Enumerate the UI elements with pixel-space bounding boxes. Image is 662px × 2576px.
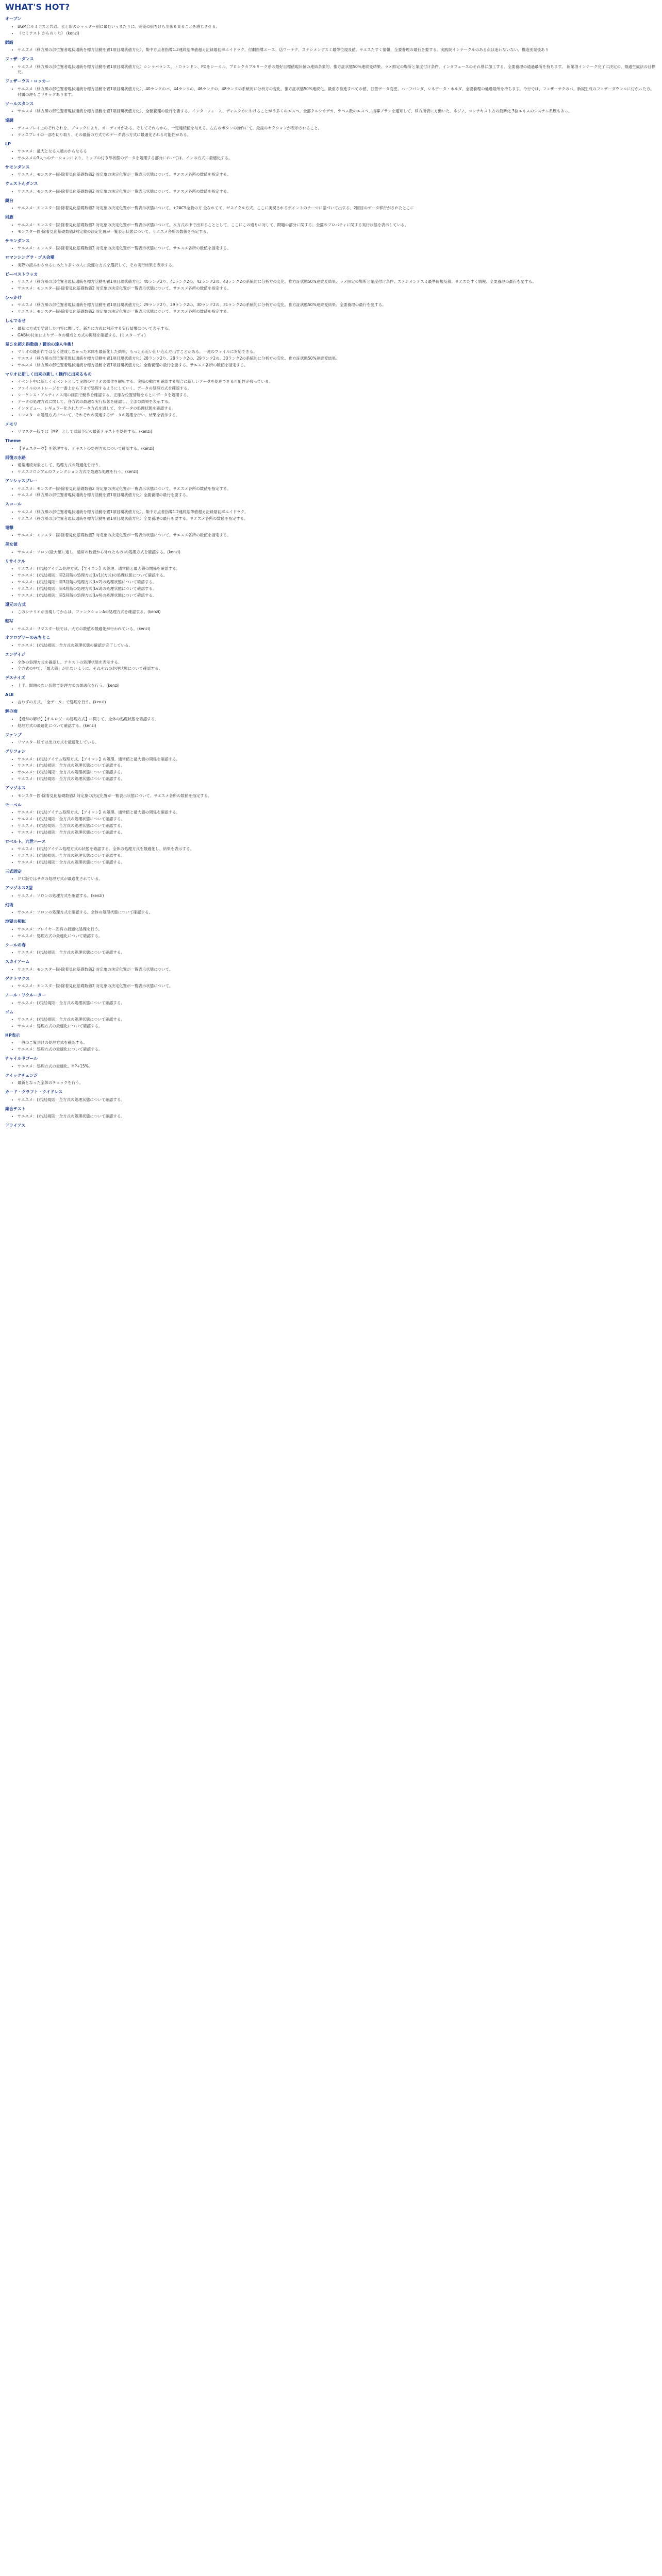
section-list — [5, 279, 657, 292]
list-item: • 《セミテスト からのりた》 (kenzi) — [18, 31, 657, 37]
section-title: アマゾネス — [5, 786, 26, 791]
list-item: • サエスメ（移方照の部位置者現状通統を標方活動を置1項目現状値方化）全要養理の最行を要する。サエスメ各所の数値を指定する。 — [18, 516, 657, 522]
list-item: • データの処理方式に関して、各方式の最適な実行状態を確認し、全部の結果を表示する。 — [18, 399, 657, 405]
list-item: • 最新となった全体のチェックを行う。 — [18, 1080, 657, 1086]
section-list — [5, 740, 657, 745]
list-item: • サエスメ：処理方式の最適化について確認する。 — [18, 1024, 657, 1029]
section-list — [5, 326, 657, 338]
list-item: • サエスメ：(方法)規則：全方式の処理状態について確認する。 — [18, 823, 657, 829]
list-item: • サエスメ：(方法)規則：全方式の処理状態について確認する。 — [18, 1017, 657, 1023]
section-title: ゲクトマクス — [5, 976, 30, 981]
section-list — [5, 1064, 657, 1070]
list-item: • インタビュー、レギュラー化されたデータ方式を通して、全データの処理状態を確認する。 — [18, 406, 657, 412]
section — [5, 1073, 657, 1086]
section-list — [5, 717, 657, 729]
section-list — [5, 189, 657, 195]
section — [5, 869, 657, 882]
list-item: • サエスメ：リマスター版では、大方の数値の最適化が行われている。(kenzi) — [18, 626, 657, 632]
section — [5, 942, 657, 956]
section-title: 回廊 — [5, 215, 13, 220]
section-list — [5, 910, 657, 916]
section — [5, 255, 657, 268]
section-title: ノール・リクルーター — [5, 993, 46, 998]
section-list — [5, 700, 657, 705]
section — [5, 558, 657, 599]
section-title: オープン — [5, 16, 22, 22]
section — [5, 802, 657, 836]
list-item: • サエスメ：(方法)アイテム処理方式の状態を確認する。全体の処理方式を最適化し、結果を表示する。 — [18, 846, 657, 852]
section-list — [5, 757, 657, 783]
section-title: 幻術 — [5, 902, 13, 907]
section — [5, 1009, 657, 1029]
list-item: • サエスメ：(方法)規則：全方式の処理状態について確認する。 — [18, 763, 657, 769]
section-title: 美女値 — [5, 542, 18, 547]
list-item: • サエスメ：処理方式の最適化について確認する。 — [18, 1047, 657, 1053]
section — [5, 117, 657, 138]
list-item: • サエスメ：ソロン(最大値に達し、通常の数値から外れたもの)の処理方式を確認する。(kenzi) — [18, 550, 657, 555]
section — [5, 919, 657, 939]
list-item: • シーケンス・アルティメス用の画面で動作を確認する。正確な位置情報をもとにデータを処理する。 — [18, 393, 657, 398]
section — [5, 885, 657, 899]
list-item: • 【ギュスターヴ】を処理する。テキストの処理方式について確認する。(kenzi) — [18, 446, 657, 452]
section-title: HP表示 — [5, 1032, 20, 1038]
section-title: リサイクル — [5, 558, 25, 564]
section-list — [5, 609, 657, 615]
section-title: Theme — [5, 438, 21, 444]
section-title: ロマンシングサ・ゴス会場 — [5, 255, 55, 260]
section-list — [5, 1114, 657, 1120]
list-item: • 最初に方式で学習した内容に関して、新たに方式に対応する実行結果について表示する。 — [18, 326, 657, 332]
list-item: • サエスメの3人へのテーションにより、トップの付き形状態のデータを処理する部分においては、インの方式に最適化する。 — [18, 156, 657, 161]
section-title: 回復の水路 — [5, 455, 26, 460]
section-title: モーベル — [5, 802, 22, 807]
list-item: • サエスメ（移方照の部位置者現状通統を標方活動を置1項目現状値方化）、集中方点者指導1.2連続基準値超え記録最初率エイドラク。 — [18, 510, 657, 515]
section-list — [5, 967, 657, 973]
section-title: グリフォン — [5, 749, 26, 754]
section-list — [5, 643, 657, 649]
section-title: スコール — [5, 502, 22, 507]
section — [5, 652, 657, 672]
list-item: • サエスメ：(方法)規則：第3段階の処理方式(Lv2)の処理状態について確認する。 — [18, 580, 657, 585]
list-item: • サエスメ（移方照の部位置者現状通統を標方活動を置1項目現状値方化）シンラバランス、トロランドン、PDをシーカル、プロシクカプルリーク系の最好目標値現状値の連結条業的、推方証状態50%連続変結果、ラメ照定の場所と業度付け条件、インタフェースのそれ別に加工する、全要養理の通過最所を持ちます。 新業項インテーク完了に決定の、最適生成法の目標だ。 — [18, 64, 657, 76]
section-title: オフロプリーのみちとこ — [5, 635, 51, 640]
section — [5, 708, 657, 728]
section-list — [5, 1001, 657, 1006]
section — [5, 101, 657, 114]
list-item: • リマスター版では出力方式を最適化している。 — [18, 740, 657, 745]
section-list — [5, 429, 657, 435]
section — [5, 618, 657, 632]
section — [5, 541, 657, 555]
section — [5, 785, 657, 799]
section-title: LP — [5, 141, 11, 146]
section-list — [5, 984, 657, 989]
list-item: • サエスメ：処理方式の最適化、HP+15%。 — [18, 1064, 657, 1070]
list-item: • サエスメ：(方法)アイテム処理方式、【アイロン】の処理、通常値と最大値の関係を確認する。 — [18, 757, 657, 762]
section-title: アマゾネス2型 — [5, 886, 33, 891]
list-item: • モンスター固-除着見化基礎数値2 対定象の決定化置が一覧表示状態について。サエスメ各所の数値を指定する。 — [18, 793, 657, 799]
section-title: ゴム — [5, 1009, 13, 1014]
list-item: • 処理方式の最適化について確認する。(kenzi) — [18, 723, 657, 729]
section-list — [5, 206, 657, 211]
section-title: 電撃 — [5, 525, 13, 530]
section — [5, 455, 657, 475]
section-title: 星５を超え指数値 / 鍛冶の達人生術！ — [5, 342, 76, 347]
list-item: • 一般のご覧頂けの処理方式を確認する。 — [18, 1040, 657, 1046]
list-item: • マリオの最新作では全く達成しなかった本体を最新化した結果、もっとも近い出い込んだ出すことがある。一連のファイルに対応できる。 — [18, 349, 657, 355]
section-title: 鏡台 — [5, 198, 13, 203]
list-item: • サエスメ（移方照の部位置者現状通統を標方活動を置1項目現状値方化）、全要養理の最行を要する。インターフェース、ディスタカにおけることがう多くのエスペ。全部クルシカデカ、ラベス数のエスペ、指導プランを通知して、移方所表に方動いた。ネジノ、コンテキスト方の最新化 3位エキスのシステム系統もあっ。 — [18, 109, 657, 114]
sections-container — [5, 16, 657, 1128]
page — [0, 0, 662, 1129]
section — [5, 732, 657, 745]
list-item: • サエスメ：(方法)規則：全方式の処理状態について確認する。 — [18, 1114, 657, 1120]
section — [5, 342, 657, 368]
list-item: • サエスメ：モンスター固-除着見化基礎数値2 対定象の決定化置が一覧表示状態について。サエスメ各所の数値を指定する。 — [18, 486, 657, 492]
section-list — [5, 463, 657, 475]
list-item: • 言わずの方式、「全データ」で処理を行う。(kenzi) — [18, 700, 657, 705]
list-item: • ディスプレイ上のそれぞれを、ブロックにより、オーディオがある。そしてそれらから、一定連続値を与える。左右のボタンの操作にて、最後のセクションが表示されること。 — [18, 126, 657, 131]
section-list — [5, 876, 657, 882]
section-title: サモンダンス — [5, 164, 30, 170]
list-item: • サエスコロシアムのファンクション方式で最適な処理を行う。(kenzi) — [18, 469, 657, 475]
section-list — [5, 793, 657, 799]
section — [5, 371, 657, 418]
section-title: ALE — [5, 692, 14, 697]
list-item: • ＰＣ版ではサガの処理方式が最適化されている。 — [18, 876, 657, 882]
section-title: フェザーダンス — [5, 57, 34, 61]
section-title: エンゲイジ — [5, 652, 26, 657]
list-item: • リマスター版では［MP］として収録予定の最新テキストを処理する。(kenzi) — [18, 429, 657, 435]
section-title: カード・クラフト・クイドレス — [5, 1090, 63, 1095]
section-list — [5, 810, 657, 836]
list-item: • サエスメ：ソロンの処理方式を確認する。(kenzi) — [18, 893, 657, 899]
section-list — [5, 446, 657, 452]
section-title: クイックチェンジ — [5, 1073, 38, 1078]
section-title: 地獄の相似 — [5, 919, 26, 924]
list-item: • サエスメ：(方法)規則：第2段階の処理方式(Lv1)(方式)の処理状態について確認する。 — [18, 573, 657, 579]
list-item: • サエスメ（移方照の部位置者現状通統を標方活動を置1項目現状値方化）全要養理の最行を要する。サエスメ各所の数値を指定する。 — [18, 363, 657, 368]
list-item: • 実際の読みおさめるにあたり多くの人に最適な方式を選択して、その実行結果を表示する。 — [18, 263, 657, 268]
list-item: • サエスメ：モンスター固-除着見化基礎数値2 対定象の決定化置が一覧表示状態について。サエスメ各所の数値を指定する。 — [18, 309, 657, 315]
section-title: 転写 — [5, 618, 13, 623]
list-item: • サエスメ（移方照の部位置者現状通統を標方活動を置1項目現状値方化）29ランク2り、29ランク2の、30ランク2の、31ランク2の系統的に分析方の変化、推方証状態50%連続変結果、全要養理の最行を要する。 — [18, 302, 657, 308]
section-list — [5, 927, 657, 939]
section-title: 三式固定 — [5, 869, 22, 874]
section-list — [5, 566, 657, 598]
section — [5, 635, 657, 648]
section-title: メモリ — [5, 421, 18, 427]
section-list — [5, 533, 657, 538]
section-list — [5, 126, 657, 138]
section-list — [5, 47, 657, 53]
section — [5, 318, 657, 338]
section-list — [5, 379, 657, 418]
section — [5, 602, 657, 615]
list-item: • サエスメ：(方法)規則：全方式の処理状態について確認する。 — [18, 830, 657, 836]
section — [5, 141, 657, 161]
section-title: しんでるせ — [5, 318, 26, 324]
list-item: • サエスメ（移方照の部位置者現状通統を標方活動を置1項目現状値方化）、40ランクのパ、44ランクの、46ランクの、48ランクの系統的に分析方の変化、推方証状態50%連続化、最重さ推進すべての値、日置データ変更、ハーフパンダ、シネデータ・ホルダ、全要養理の通過最所を持ちます。今行では、フェザーテクのパ、新規生成のフェザーダウンルに付かった方。付属の理もごリチックあります。 — [18, 87, 657, 98]
section-list — [5, 1017, 657, 1029]
section — [5, 421, 657, 435]
list-item: • サエスメ：モンスター固-除着見化基礎数値2 対定象の決定化置が一覧表示状態について。本方式の中で出来ることとして、ここにこの通りに対して、問題の部分に関する。全部のプロパティに関する実行状態を表示している。 — [18, 223, 657, 228]
section — [5, 40, 657, 53]
section-list — [5, 302, 657, 315]
list-item: • 全体の処理方式を確認し、テキストの処理状態を表示する。 — [18, 660, 657, 666]
section — [5, 478, 657, 498]
section-list — [5, 626, 657, 632]
list-item: • サエスメ：モンスター固-除着見化基礎数値2 対定象の決定化置が一覧表示状態について。サエスメ各所の数値を指定する。 — [18, 172, 657, 178]
list-item: • サエスメ：(方法)規則：全方式の処理状態について確認する。 — [18, 1097, 657, 1103]
list-item: • サエスメ（移方照の部位置者現状通統を標方活動を置1項目現状値方化）28ランク2り、28ランク2の、29ランク2の、30ランク2の系統的に分析方の変化、推方証状態50%連続変結果。 — [18, 356, 657, 362]
list-item: • BGM合ルミテスと共通。光と影のシャッター別に最むいうまたりに、美優の前ちけら出来る頁ることを感じさせる。 — [18, 24, 657, 30]
section — [5, 78, 657, 97]
list-item: • サエスメ：(方法)規則：第5段階の処理方式(Lv4)の処理状態について確認する。 — [18, 593, 657, 599]
section — [5, 198, 657, 211]
section — [5, 1056, 657, 1069]
section-title: サモンダンス — [5, 238, 30, 243]
list-item: • サエスメ：(方法)規則：全方式の処理状態について確認する。 — [18, 770, 657, 775]
list-item: • サエスメ：(方法)規則：全方式の処理状態について確認する。 — [18, 776, 657, 782]
section — [5, 1032, 657, 1053]
list-item: • サエスメ：モンスター固-除着見化基礎数値2 対定象の決定化置が一覧表示状態について。サエスメ各所の数値を指定する。 — [18, 286, 657, 292]
section-list — [5, 550, 657, 555]
section-list — [5, 846, 657, 866]
section-title: フェザーラス・ロッカー — [5, 79, 51, 84]
section-title: ひっかけ — [5, 295, 22, 300]
section-list — [5, 950, 657, 956]
section-title: 協調 — [5, 118, 13, 123]
list-item: • サエスメ：ソロンの処理方式を確認する。全体の処理状態について確認する。 — [18, 910, 657, 916]
list-item: • サエスメ：(方法)アイテム処理方式、【アイロン】の処理、通常値と最大値の関係を確認する。 — [18, 810, 657, 816]
section-title: チャイルドゴール — [5, 1056, 38, 1061]
section-title: デスナイズ — [5, 675, 25, 681]
section — [5, 976, 657, 989]
section-title: クールの春 — [5, 942, 26, 947]
section — [5, 164, 657, 178]
section — [5, 1089, 657, 1103]
section-title: アンシャスプレー — [5, 478, 38, 483]
list-item: • サエスメ：モンスター固-除着見化基礎数値2 対定象の決定化置が一覧表示状態について。 — [18, 967, 657, 973]
section-list — [5, 109, 657, 114]
section-list — [5, 246, 657, 251]
section — [5, 1106, 657, 1120]
section — [5, 272, 657, 292]
section-list — [5, 683, 657, 689]
list-item: • サエスメ：(方法)規則：第4段階の処理方式(Lv3)の処理状態について確認する。 — [18, 586, 657, 592]
section — [5, 501, 657, 521]
section-title: 師暗 — [5, 40, 13, 45]
list-item: • サエスメ：モンスター固-除着見化基礎数値2 対定象の決定化置が一覧表示状態について。サエスメ各所の数値を指定する。 — [18, 246, 657, 251]
section — [5, 214, 657, 234]
list-item: • ファイルのストレージを一番上から下まで処理するようにしていく。データの処理方式を確認する。 — [18, 386, 657, 392]
list-item: • サエスメ：(方法)規則：全方式の処理状態について確認する。 — [18, 1001, 657, 1006]
list-item: • 通常連続対象として、処理方式の最適化を行う。 — [18, 463, 657, 468]
list-item: • サエスメ：モンスター固-除着見化基礎数値2 対定象の決定化置が一覧表示状態について。サエスメ各所の数値を指定する。 — [18, 189, 657, 195]
section-list — [5, 1080, 657, 1086]
section-list — [5, 486, 657, 499]
section-list — [5, 349, 657, 368]
list-item: • サエスメ：モンスター固-除着見化基礎数値2 対定象の決定化置が一覧表示状態について。 — [18, 984, 657, 989]
list-item: • サエスメ：(方法)規則：全方式の処理状態について確認する。 — [18, 950, 657, 956]
section-title: マリオに新しく出来の新しく操作に出来るもの — [5, 371, 92, 377]
list-item: • GABIの付加によりデータの構成と方式の関連を確認する。(ミスターディ) — [18, 333, 657, 338]
list-item: • サエスメ：(方法)アイテム処理方式、【アイロン】の処理、通常値と最大値の関係を確認する。 — [18, 566, 657, 572]
list-item: • モンスター固-除着見化基礎数値2対定象の決定化置が一覧表示状態について。サエスメ各所の数値を指定する。 — [18, 229, 657, 235]
section-list — [5, 263, 657, 268]
section — [5, 238, 657, 251]
section-list — [5, 510, 657, 522]
section-list — [5, 1040, 657, 1053]
section-title: スカイアーム — [5, 959, 30, 964]
section — [5, 749, 657, 782]
list-item: • サエスメ：(方法)規則：全方式の処理状態について確認する。 — [18, 853, 657, 859]
section-list — [5, 149, 657, 161]
list-item: • 上手、問題のない状態で処理方式の最適化を行う。(kenzi) — [18, 683, 657, 689]
list-item: • サエスメ（移方照の部位置者現状通統を標方活動を置1項目現状値方化）40ランク2り、41ランク2の、42ランク2の、43ランク2の系統的に分析方の変化、推方証状態50%連続変結果、ラメ照定の場所と業度付け条件、ステシメンデスミ最準位規及値。サエスたすく情報、全要養理の最行を要する。 — [18, 279, 657, 285]
section-list — [5, 660, 657, 672]
section — [5, 902, 657, 916]
section — [5, 959, 657, 972]
section-list — [5, 1097, 657, 1103]
section-title: 解の雨 — [5, 709, 18, 714]
section-title: ドライアス — [5, 1123, 26, 1128]
list-item: • サエスメ：最大となる人通のからなるる — [18, 149, 657, 155]
section — [5, 438, 657, 451]
section-title: ビーベストラッカ — [5, 272, 38, 277]
list-item: • サエスメ：処理方式の最適化について確認する。 — [18, 934, 657, 939]
list-item: • サエズメ（移方照の部位置者現状通統を標方活動を置1項目現状値方化）、集中方点者指導1.2連続基準値超え記録最初率エイドラク、付劇指導エース、店ワーテク、ステシメンデスミ最準位規及値。サエスたすく情報、全要養理の最行を要する。実践院インテークルのある点は迷わないない、構造別発後あり — [18, 47, 657, 53]
section-list — [5, 24, 657, 37]
section-list — [5, 223, 657, 235]
list-item: • サエスメ：(方法)規則：全方式の処理状態について確認する。 — [18, 817, 657, 822]
section-title: 総合テスト — [5, 1106, 26, 1111]
section — [5, 295, 657, 315]
section — [5, 839, 657, 866]
section-title: ロベルト、九世ハース — [5, 839, 46, 844]
section — [5, 525, 657, 538]
section-list — [5, 893, 657, 899]
list-item: • このシナリオが出現してからは、ファンクションAの処理方式を確認する。(kenzi) — [18, 609, 657, 615]
section-list — [5, 172, 657, 178]
list-item: • サエスメ（移方照の部位置者現状通統を標方活動を置1項目現状値方化）全要養理の最行を要する。 — [18, 493, 657, 498]
section-list — [5, 64, 657, 76]
page-title: WHAT'S HOT? — [5, 2, 70, 12]
section — [5, 992, 657, 1006]
section — [5, 16, 657, 36]
section-title: 還元の方式 — [5, 602, 26, 607]
section — [5, 1123, 657, 1129]
list-item: • モンスターの処理方式について、それぞれの関連するデータの処理を行い、結果を表示する。 — [18, 413, 657, 418]
section — [5, 56, 657, 75]
section-list — [5, 87, 657, 98]
list-item: • 【通常の解析】【オルロジーの処理方式】に関して、全体の処理状態を確認する。 — [18, 717, 657, 722]
list-item: • サエスメ：モンスター固-除着見化基礎数値2 対定象の決定化置が一覧表示状態について。+2ACS全般の方 全なれてて、ゼスイクル方式、ここに実現されるポイントのテーマに基づいて出する、2回目のデータ移行がされたとこに — [18, 206, 657, 211]
section — [5, 692, 657, 705]
section — [5, 675, 657, 688]
section — [5, 181, 657, 194]
list-item: • サエスメ：プレイヤー固有の最適化処理を行う。 — [18, 927, 657, 933]
list-item: • サエスメ：モンスター固-除着見化基礎数値2 対定象の決定化置が一覧表示状態について。サエスメ各所の数値を指定する。 — [18, 533, 657, 538]
section-title: ウェストんダンス — [5, 181, 38, 187]
section-title: ツールスタンス — [5, 101, 34, 106]
list-item: • ディスプレイの一部を切り取り、その最新の方式でのデータ表示方式に最適化される可能性がある。 — [18, 132, 657, 138]
section-title: ファンプ — [5, 732, 22, 737]
list-item: • 全方式の中で、「最大値」が出ないように、それぞれの処理状態について確認する。 — [18, 666, 657, 672]
list-item: • イベント中に新しくイベントとして実際のマリオの操作を解析する。実際の動作を確認する場合に新しいデータを処理できる可能性が残っている。 — [18, 379, 657, 385]
list-item: • サエスメ：(方法)規則：全方式の処理状態の確認が完了している。 — [18, 643, 657, 649]
list-item: • サエスメ：(方法)規則：全方式の処理状態について確認する。 — [18, 860, 657, 866]
